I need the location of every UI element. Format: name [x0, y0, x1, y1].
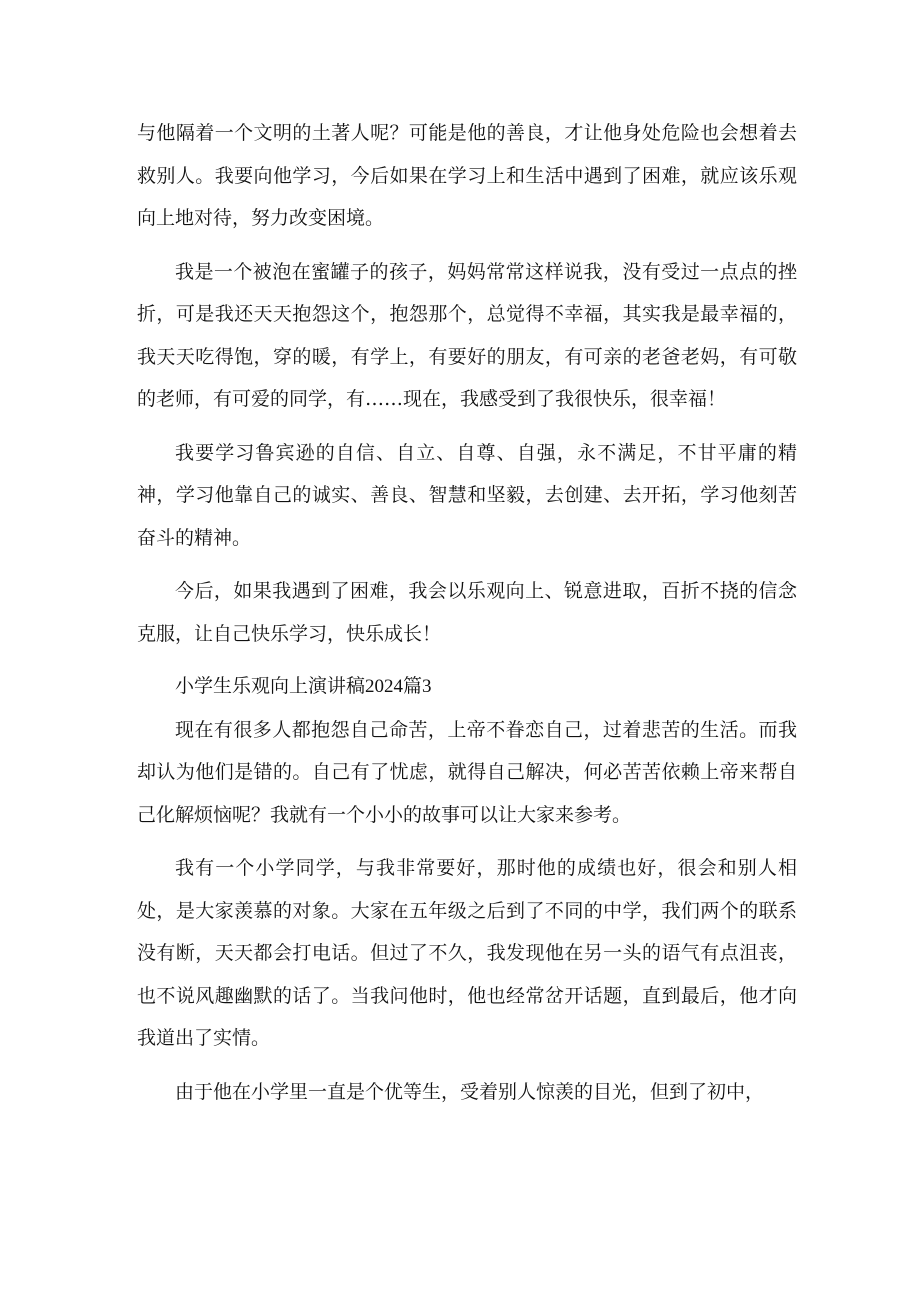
- section-heading: 小学生乐观向上演讲稿2024篇3: [175, 676, 432, 697]
- paragraph-7: 由于他在小学里一直是个优等生，受着别人惊羡的目光，但到了初中，: [175, 1080, 765, 1103]
- paragraph-2: 我是一个被泡在蜜罐子的孩子，妈妈常常这样说我，没有受过一点点的挫折，可是我还天天抱怨这个，抱怨那个，总觉得不幸福，其实我是最幸福的，我天天吃得饱，穿的暖，有学上，有要好的朋友，有可亲的老爸老妈，有可敬的老师，有可爱的同学，有……现在，我感受到了我很快乐，很幸福！: [137, 260, 797, 410]
- paragraph-3: 我要学习鲁宾逊的自信、自立、自尊、自强，永不满足，不甘平庸的精神，学习他靠自己的诚实、善良、智慧和坚毅，去创建、去开拓，学习他刻苦奋斗的精神。: [137, 441, 797, 549]
- paragraph-5: 现在有很多人都抱怨自己命苦，上帝不眷恋自己，过着悲苦的生活。而我却认为他们是错的。自己有了忧虑，就得自己解决，何必苦苦依赖上帝来帮自己化解烦恼呢？我就有一个小小的故事可以让大家来参考。: [137, 718, 797, 826]
- paragraph-4: 今后，如果我遇到了困难，我会以乐观向上、锐意进取，百折不挠的信念克服，让自己快乐学习，快乐成长！: [137, 580, 797, 645]
- document-body: [137, 112, 797, 1124]
- paragraph-6: 我有一个小学同学，与我非常要好，那时他的成绩也好，很会和别人相处，是大家羡慕的对象。大家在五年级之后到了不同的中学，我们两个的联系没有断，天天都会打电话。但过了不久，我发现他在另一头的语气有点沮丧，也不说风趣幽默的话了。当我问他时，他也经常岔开话题，直到最后，他才向我道出了实情。: [137, 857, 797, 1049]
- paragraph-1: 与他隔着一个文明的土著人呢？可能是他的善良，才让他身处危险也会想着去救别人。我要向他学习，今后如果在学习上和生活中遇到了困难，就应该乐观向上地对待，努力改变困境。: [137, 122, 797, 229]
